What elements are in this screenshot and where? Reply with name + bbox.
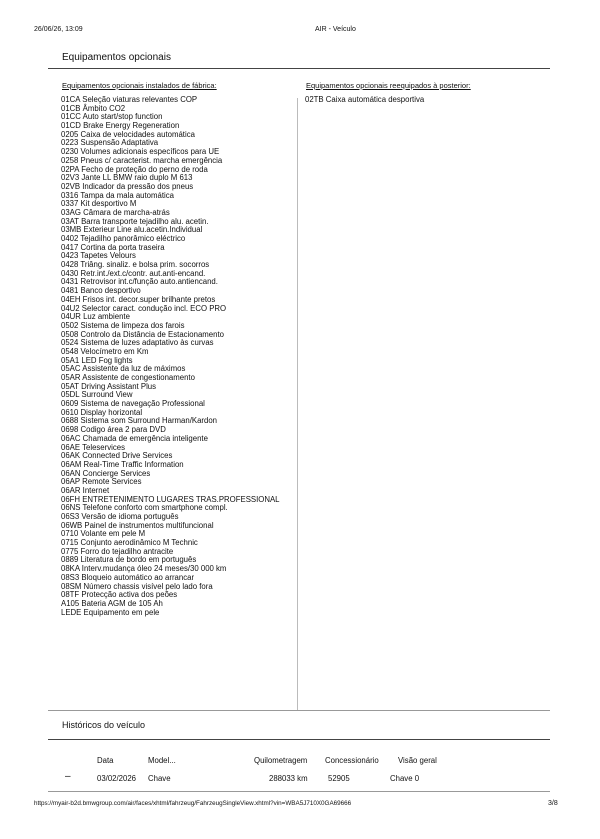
option-item: 06S3 Versão de idioma português [61,512,179,521]
option-item: 0548 Velocímetro em Km [61,346,149,356]
option-item: 0316 Tampa da mala automática [61,190,174,200]
print-header-datetime: 26/06/26, 13:09 [34,26,83,33]
option-item: 01CB Âmbito CO2 [61,103,126,113]
section-title-equipment: Equipamentos opcionais [62,52,171,63]
option-item: 0502 Sistema de limpeza dos farois [61,320,185,330]
option-item: 03AT Barra transporte tejadilho alu. acetin. [61,216,209,226]
option-item: 06WB Painel de instrumentos multifuncional [61,520,214,530]
option-item: 08TF Protecção activa dos peões [61,590,178,600]
column-header-mileage[interactable]: Quilometragem [254,756,308,765]
option-item: 0710 Volante em pele M [61,529,146,539]
column-header-date[interactable]: Data [97,756,114,765]
option-item: 03AG Câmara de marcha-atrás [61,207,170,217]
expand-row-button[interactable]: – [65,771,71,782]
option-item: 0337 Kit desportivo M [61,199,137,209]
option-item: 05A1 LED Fog lights [61,355,133,365]
option-item: 0688 Sistema som Surround Harman/Kardon [61,416,218,426]
history-model: Chave [148,774,171,783]
option-item: 04EH Frisos int. decor.super brilhante pretos [61,294,216,304]
print-footer-url: https://myair-b2d.bmwgroup.com/air/faces/xhtml/fahrzeug/FahrzeugSingleView.xhtml?vin=WBA5J710X0GA69666 [34,800,352,807]
option-item: 0698 Codigo área 2 para DVD [61,425,166,435]
print-header-title: AIR - Veículo [315,26,356,33]
option-item: 0508 Controlo da Distância de Estacionamento [61,329,224,339]
option-item: 0775 Forro do tejadilho antracite [61,546,174,556]
option-item: 0423 Tapetes Velours [61,251,136,261]
option-item: 0715 Conjunto aerodinâmico M Technic [61,538,198,548]
option-item: 06FH ENTRETENIMENTO LUGARES TRAS.PROFESSIONAL [61,494,280,504]
divider [48,710,550,711]
option-item: 02PA Fecho de proteção do perno de roda [61,164,208,174]
option-item: 06AR Internet [61,485,110,495]
column-header-dealer[interactable]: Concessionário [325,756,379,765]
option-item: 02TB Caixa automática desportiva [305,95,425,104]
option-item: 04U2 Selector caract. condução incl. ECO PRO [61,303,227,313]
option-item: 0610 Display horizontal [61,407,143,417]
history-mileage: 288033 km [269,774,308,783]
option-item: A105 Bateria AGM de 105 Ah [61,598,163,608]
option-item: 04UR Luz ambiente [61,312,130,322]
option-item: 06AK Connected Drive Services [61,451,173,461]
option-item: 0431 Retrovisor int.c/função auto.antiencand. [61,277,218,287]
option-item: 06AN Concierge Services [61,468,151,478]
option-item: 0481 Banco desportivo [61,286,141,296]
option-item: 0428 Triâng. sinaliz. e bolsa prim. socorros [61,260,210,270]
column-header-model[interactable]: Model... [148,756,176,765]
divider [48,739,550,740]
option-item: 06AC Chamada de emergência inteligente [61,433,208,443]
option-item: LEDE Equipamento em pele [61,607,160,617]
option-item: 01CA Seleção viaturas relevantes COP [61,95,198,104]
option-item: 08S3 Bloqueio automático ao arrancar [61,572,195,582]
history-overview: Chave 0 [390,774,420,783]
divider [48,68,550,69]
option-item: 05AC Assistente da luz de máximos [61,364,186,374]
option-item: 05AT Driving Assistant Plus [61,381,157,391]
option-item: 0524 Sistema de luzes adaptativo às curvas [61,338,214,348]
option-item: 08SM Número chassis visível pelo lado fora [61,581,213,591]
option-item: 05AR Assistente de congestionamento [61,373,195,382]
column-divider [297,98,298,710]
option-item: 08KA Interv.mudança óleo 24 meses/30 000 km [61,564,227,574]
option-item: 06AE Teleservices [61,442,125,452]
history-date: 03/02/2026 [97,774,137,783]
column-header-overview[interactable]: Visão geral [398,756,437,765]
option-item: 0402 Tejadilho panorâmico eléctrico [61,234,186,243]
option-item: 05DL Surround View [61,390,133,400]
factory-options-list [61,96,280,617]
option-item: 02V3 Jante LL BMW raio duplo M 613 [61,173,193,183]
history-dealer: 52905 [328,774,350,783]
option-item: 03MB Exterieur Line alu.acetin.Individual [61,225,203,235]
option-item: 0609 Sistema de navegação Professional [61,399,205,409]
factory-options-heading: Equipamentos opcionais instalados de fábrica: [62,81,217,90]
option-item: 06AP Remote Services [61,477,142,487]
option-item: 06AM Real-Time Traffic Information [61,459,184,469]
retrofit-options-list [305,96,424,105]
section-title-history: Históricos do veículo [62,720,146,730]
option-item: 0430 Retr.int./ext.c/contr. aut.anti-encand. [61,268,206,278]
option-item: 0223 Suspensão Adaptativa [61,138,159,148]
option-item: 01CD Brake Energy Regeneration [61,121,180,131]
option-item: 0417 Cortina da porta traseira [61,242,165,252]
option-item: 06NS Telefone conforto com smartphone compl. [61,503,228,513]
option-item: 0205 Caixa de velocidades automática [61,129,195,139]
option-item: 0230 Volumes adicionais específicos para UE [61,147,220,157]
option-item: 02VB Indicador da pressão dos pneus [61,181,194,191]
print-footer-page-number: 3/8 [548,800,558,807]
option-item: 0889 Literatura de bordo em português [61,555,197,565]
divider [48,791,550,792]
option-item: 0258 Pneus c/ caracterist. marcha emergência [61,155,223,165]
retrofit-options-heading: Equipamentos opcionais reequipados à posterior: [306,81,471,90]
option-item: 01CC Auto start/stop function [61,112,163,122]
